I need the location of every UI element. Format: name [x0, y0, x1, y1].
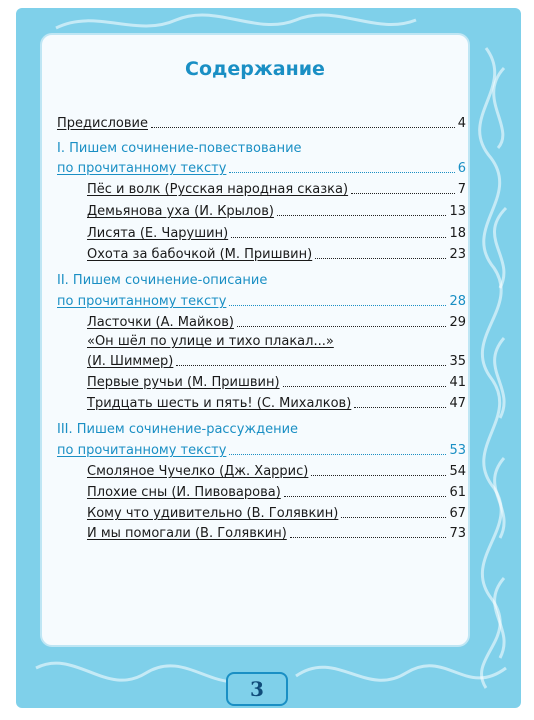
toc-entry-title: Пёс и волк (Русская народная сказка) [87, 182, 349, 197]
toc-entry-title: Ласточки (А. Майков) [87, 315, 234, 330]
toc-entry-page: 23 [449, 247, 466, 262]
toc-entry-page: 53 [449, 443, 466, 458]
leader-dots [341, 516, 446, 518]
toc-entry-title: Смоляное Чучелко (Дж. Харрис) [87, 464, 309, 479]
toc-entry-page: 47 [449, 396, 466, 411]
toc-entry [87, 481, 466, 501]
toc-entry [87, 311, 466, 331]
leader-dots [151, 126, 455, 128]
toc-entry-title: Первые ручьи (М. Пришвин) [87, 375, 280, 390]
toc-entry-page: 13 [449, 204, 466, 219]
leader-dots [229, 171, 454, 173]
toc-entry [57, 157, 466, 177]
toc-entry [87, 178, 466, 198]
toc-entry-page: 67 [449, 506, 466, 521]
toc-entry [57, 112, 466, 132]
toc-entry [87, 392, 466, 412]
leader-dots [290, 536, 447, 538]
toc-entry-page: 18 [449, 226, 466, 241]
toc-entry-title: I. Пишем сочинение-повествование [57, 141, 302, 156]
toc-entry [87, 222, 466, 242]
toc-entry-title: Кому что удивительно (В. Голявкин) [87, 506, 339, 521]
toc-entry-page: 6 [457, 161, 466, 176]
toc-entry [57, 137, 466, 157]
leader-dots [283, 385, 447, 387]
toc-entry [87, 350, 466, 370]
toc-entry [57, 269, 466, 289]
toc-entry [87, 371, 466, 391]
leader-dots [277, 214, 447, 216]
toc-entry-title: Демьянова уха (И. Крылов) [87, 204, 274, 219]
toc-entry-title: Тридцать шесть и пять! (С. Михалков) [87, 396, 352, 411]
toc-entry-title: (И. Шиммер) [87, 354, 174, 369]
toc-entry-title: Лисята (Е. Чарушин) [87, 226, 229, 241]
toc-entry-page: 28 [449, 294, 466, 309]
leader-dots [311, 474, 446, 476]
leader-dots [237, 325, 447, 327]
toc-entry-page: 29 [449, 315, 466, 330]
toc-entry-title: II. Пишем сочинение-описание [57, 273, 268, 288]
toc-entry [87, 243, 466, 263]
toc-entry-page: 4 [457, 116, 466, 131]
toc-entry [87, 200, 466, 220]
leader-dots [354, 406, 446, 408]
toc-entry [57, 418, 466, 438]
toc-entry [87, 522, 466, 542]
leader-dots [315, 257, 446, 259]
toc-entry-title: по прочитанному тексту [57, 294, 227, 309]
leader-dots [231, 236, 446, 238]
toc-entry-page: 54 [449, 464, 466, 479]
page-number-badge: 3 [226, 672, 288, 706]
toc-entry-title: Охота за бабочкой (М. Пришвин) [87, 247, 313, 262]
toc-entry-title: «Он шёл по улице и тихо плакал...» [87, 334, 334, 349]
toc-entry-page: 7 [457, 182, 466, 197]
toc-entry [57, 439, 466, 459]
leader-dots [229, 453, 446, 455]
toc-entry [87, 460, 466, 480]
toc-entry-page: 41 [449, 375, 466, 390]
toc-entry-title: III. Пишем сочинение-рассуждение [57, 422, 299, 437]
toc-entry-title: Предисловие [57, 116, 148, 131]
leader-dots [284, 495, 447, 497]
toc-entry [57, 290, 466, 310]
toc-entry-title: И мы помогали (В. Голявкин) [87, 526, 287, 541]
toc-entry-page: 35 [449, 354, 466, 369]
leader-dots [351, 192, 455, 194]
leader-dots [229, 304, 446, 306]
toc-entry [87, 502, 466, 522]
toc-entry-page: 73 [449, 526, 466, 541]
toc-entry-page: 61 [449, 485, 466, 500]
toc-entry-title: по прочитанному тексту [57, 443, 227, 458]
page-title: Содержание [185, 58, 325, 80]
toc-entry-title: Плохие сны (И. Пивоварова) [87, 485, 281, 500]
leader-dots [176, 364, 446, 366]
toc-entry-title: по прочитанному тексту [57, 161, 227, 176]
toc-entry [87, 330, 466, 350]
